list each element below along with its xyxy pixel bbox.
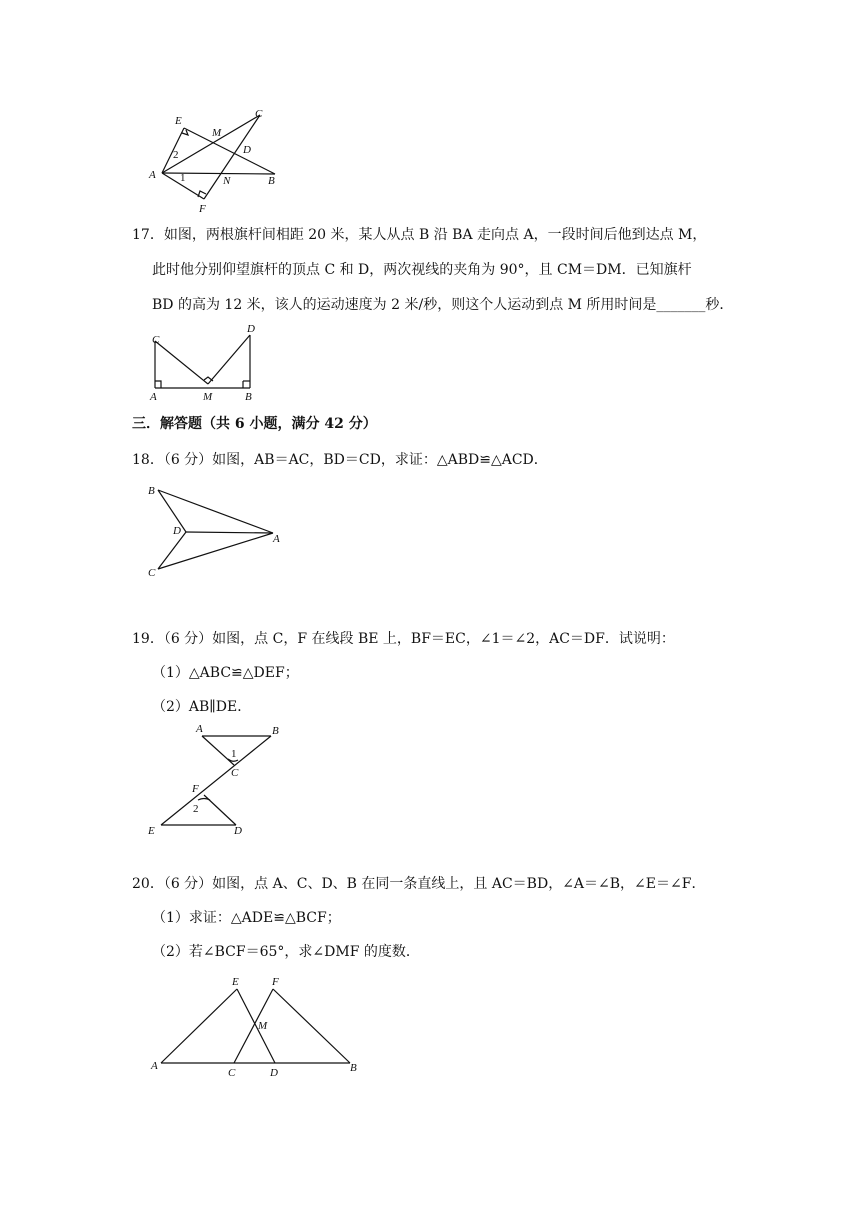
label-C: C: [231, 767, 239, 779]
label-E: E: [175, 115, 182, 127]
q17-line2: 此时他分别仰望旗杆的顶点 C 和 D，两次视线的夹角为 90°，且 CM＝DM．已知旗杆: [152, 262, 692, 278]
label-angle-1: 1: [231, 748, 237, 760]
label-M: M: [258, 1020, 268, 1032]
label-B: B: [350, 1062, 357, 1074]
label-A: A: [149, 169, 156, 181]
figure-q19: [140, 718, 280, 840]
figure-q17: [145, 320, 270, 405]
label-A: A: [196, 723, 203, 735]
label-D: D: [243, 144, 251, 156]
label-E: E: [148, 825, 155, 837]
q18-text: 18．（6 分）如图，AB＝AC，BD＝CD，求证：△ABD≌△ACD．: [132, 452, 548, 468]
label-B: B: [272, 725, 279, 737]
label-M: M: [212, 127, 222, 139]
q20-part2: （2）若∠BCF＝65°，求∠DMF 的度数．: [152, 944, 420, 960]
q20-part1: （1）求证：△ADE≌△BCF；: [152, 910, 341, 926]
label-B: B: [245, 391, 252, 403]
label-A: A: [150, 391, 157, 403]
label-B: B: [268, 175, 275, 187]
q19-part1: （1）△ABC≌△DEF；: [152, 665, 299, 681]
label-F: F: [199, 203, 206, 215]
label-D: D: [234, 825, 242, 837]
label-D: D: [270, 1067, 278, 1079]
label-M: M: [203, 391, 213, 403]
label-F: F: [192, 783, 199, 795]
label-A: A: [151, 1060, 158, 1072]
q19-text: 19．（6 分）如图，点 C，F 在线段 BE 上，BF＝EC，∠1＝∠2，AC＝DF．试说明：: [132, 631, 675, 647]
figure-q18: [140, 480, 290, 580]
label-C: C: [255, 108, 263, 120]
q17-line1: 17．如图，两根旗杆间相距 20 米，某人从点 B 沿 BA 走向点 A，一段时间后他到达点 M，: [132, 227, 707, 243]
figure-q16: [140, 100, 300, 218]
figure-q20: [145, 968, 370, 1083]
label-B: B: [148, 485, 155, 497]
label-A: A: [273, 533, 280, 545]
q20-text: 20．（6 分）如图，点 A、C、D、B 在同一条直线上，且 AC＝BD，∠A＝∠B，∠E＝∠F．: [132, 876, 706, 892]
label-angle-1: 1: [180, 172, 186, 184]
label-angle-2: 2: [173, 149, 179, 161]
label-C: C: [148, 567, 156, 579]
label-E: E: [232, 976, 239, 988]
q17-line3: BD 的高为 12 米，该人的运动速度为 2 米/秒，则这个人运动到点 M 所用时间是_______秒．: [152, 297, 734, 313]
label-N: N: [223, 175, 231, 187]
label-D: D: [173, 525, 181, 537]
label-F: F: [272, 976, 279, 988]
q19-part2: （2）AB∥DE．: [152, 699, 252, 715]
label-C: C: [228, 1067, 236, 1079]
section-heading: 三．解答题（共 6 小题，满分 42 分）: [132, 416, 377, 432]
label-C: C: [152, 334, 160, 346]
label-angle-2: 2: [193, 803, 199, 815]
label-D: D: [247, 323, 255, 335]
